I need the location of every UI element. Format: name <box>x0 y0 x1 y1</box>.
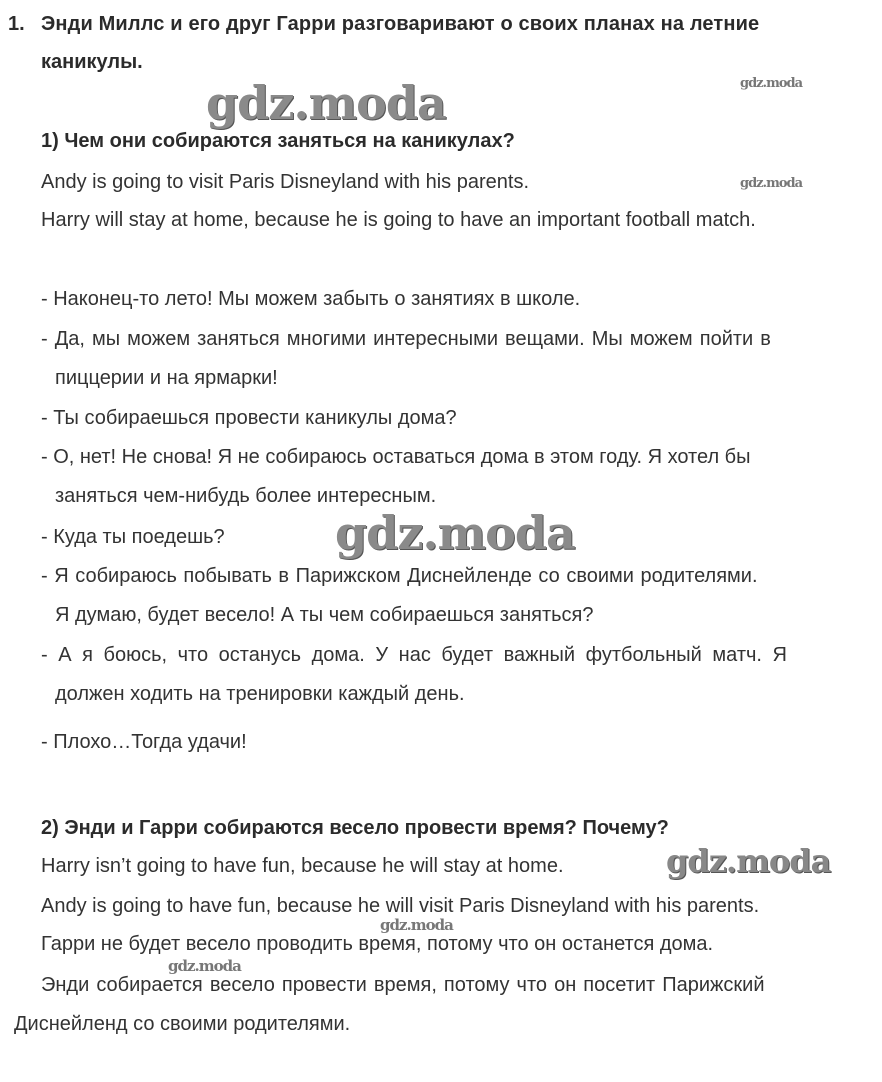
answer-2-line-2: Andy is going to have fun, because he will visit Paris Disneyland with his parents. <box>41 895 760 917</box>
dialogue-line: - Да, мы можем заняться многими интересными вещами. Мы можем пойти в <box>41 328 771 350</box>
dialogue-line: Я думаю, будет весело! А ты чем собираешься заняться? <box>55 604 594 626</box>
answer-2-line-5: Диснейленд со своими родителями. <box>14 1013 351 1035</box>
dialogue-line: пиццерии и на ярмарки! <box>55 367 278 389</box>
answer-2-line-4: Энди собирается весело провести время, потому что он посетит Парижский <box>41 974 765 996</box>
answer-1-line-1: Andy is going to visit Paris Disneyland with his parents. <box>41 171 530 193</box>
answer-2-line-1: Harry isn’t going to have fun, because he will stay at home. <box>41 855 564 877</box>
dialogue-line: заняться чем-нибудь более интересным. <box>55 485 437 507</box>
watermark-logo: gdz.moda <box>666 842 831 880</box>
answer-2-line-3: Гарри не будет весело проводить время, потому что он останется дома. <box>41 933 714 955</box>
question-1-heading: 1) Чем они собираются заняться на каникулах? <box>41 130 515 152</box>
watermark-logo: gdz.moda <box>740 76 803 91</box>
watermark-logo: gdz.moda <box>335 506 575 560</box>
watermark-logo: gdz.moda <box>380 916 453 934</box>
task-title-line-1: Энди Миллс и его друг Гарри разговаривают о своих планах на летние <box>41 13 760 35</box>
dialogue-line: - Куда ты поедешь? <box>41 526 225 548</box>
dialogue-line: - Наконец-то лето! Мы можем забыть о занятиях в школе. <box>41 288 581 310</box>
dialogue-line: - Ты собираешься провести каникулы дома? <box>41 407 457 429</box>
task-number: 1. <box>8 13 25 35</box>
watermark-logo: gdz.moda <box>740 176 803 191</box>
watermark-logo: gdz.moda <box>168 957 241 975</box>
question-2-heading: 2) Энди и Гарри собираются весело провести время? Почему? <box>41 817 669 839</box>
dialogue-line: - А я боюсь, что останусь дома. У нас будет важный футбольный матч. Я <box>41 644 787 666</box>
task-title-line-2: каникулы. <box>41 51 143 73</box>
answer-1-line-2: Harry will stay at home, because he is going to have an important football match. <box>41 209 756 231</box>
watermark-logo: gdz.moda <box>206 76 446 130</box>
dialogue-line: - О, нет! Не снова! Я не собираюсь оставаться дома в этом году. Я хотел бы <box>41 446 751 468</box>
dialogue-line: - Я собираюсь побывать в Парижском Диснейленде со своими родителями. <box>41 565 758 587</box>
dialogue-line: должен ходить на тренировки каждый день. <box>55 683 465 705</box>
dialogue-line: - Плохо…Тогда удачи! <box>41 731 247 753</box>
